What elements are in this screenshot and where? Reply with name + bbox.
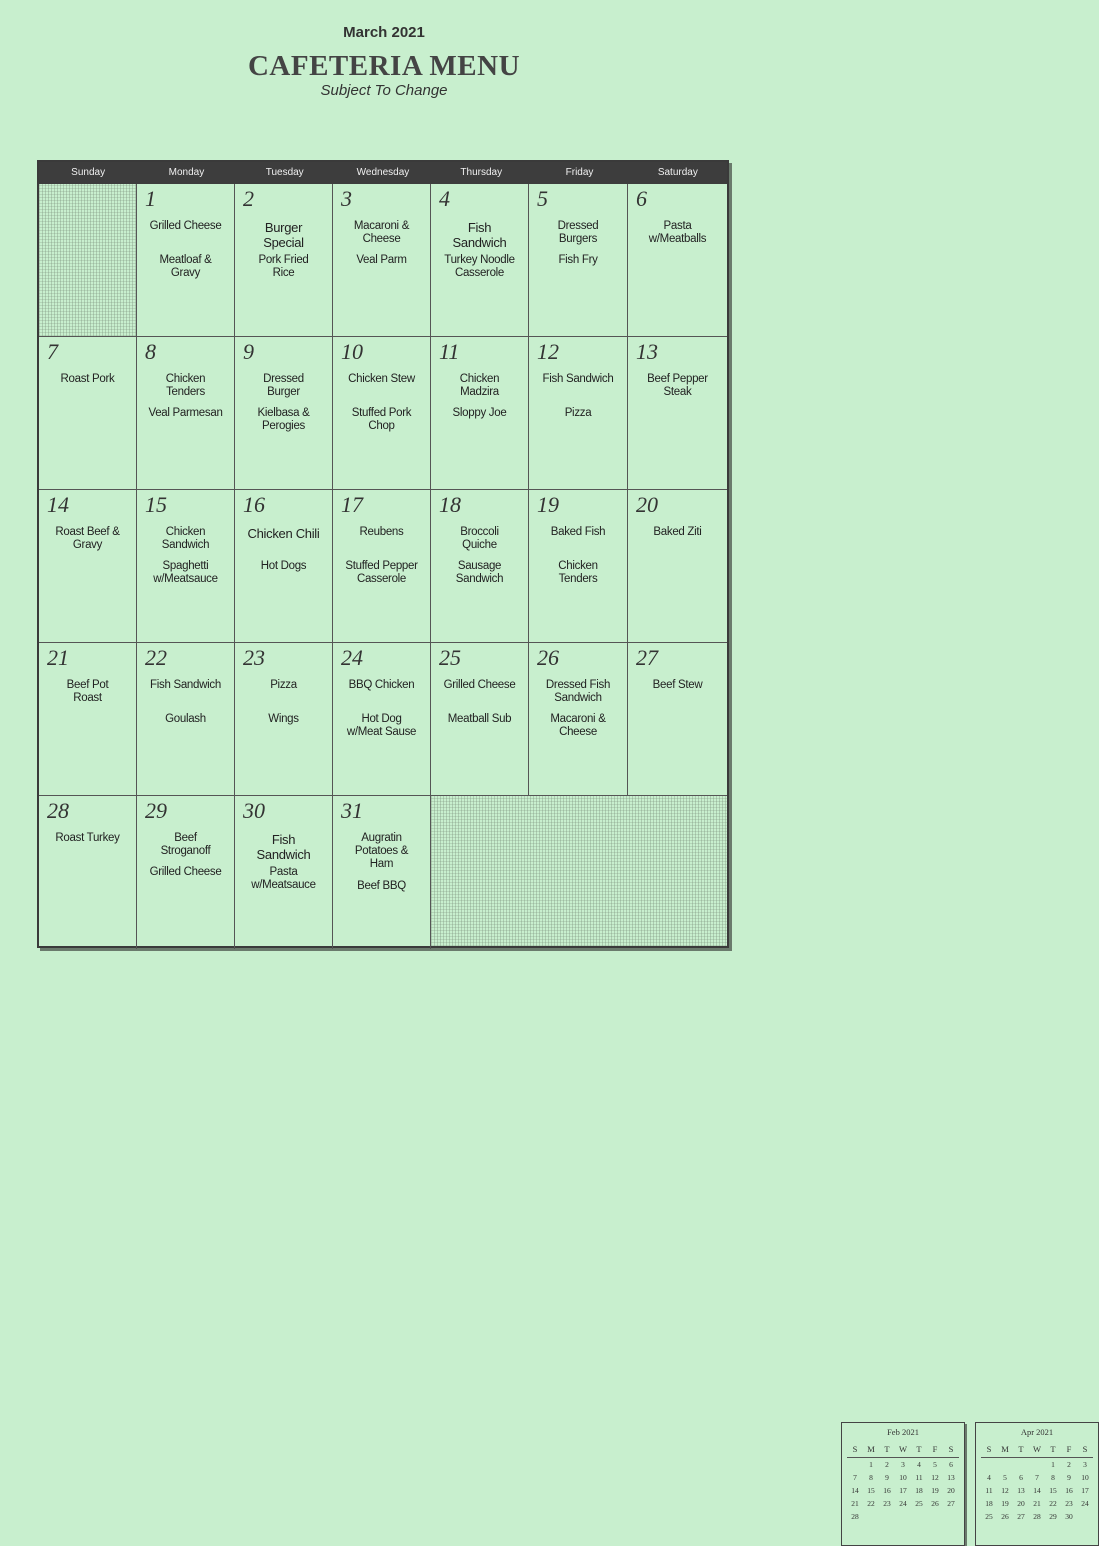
menu-item: Grilled Cheese xyxy=(149,866,222,878)
mini-calendar-day: 18 xyxy=(915,1486,923,1495)
day-number: 15 xyxy=(145,492,167,517)
menu-item: Baked Ziti xyxy=(653,526,702,538)
weekday-thursday: Thursday xyxy=(460,167,503,178)
mini-calendar-day: 8 xyxy=(1051,1473,1055,1482)
menu-item: Meatloaf & Gravy xyxy=(159,254,212,279)
day-cell xyxy=(333,490,431,643)
menu-item: Veal Parmesan xyxy=(148,407,223,419)
mini-calendar-day: 13 xyxy=(947,1473,955,1482)
mini-calendar-day: 23 xyxy=(883,1499,891,1508)
menu-item: Pizza xyxy=(564,407,592,419)
day-number: 28 xyxy=(47,798,69,823)
menu-item: Reubens xyxy=(359,526,404,538)
day-cell xyxy=(431,184,529,337)
mini-calendar-title: Apr 2021 xyxy=(1020,1427,1054,1437)
mini-calendar-day: 5 xyxy=(1003,1473,1007,1482)
mini-calendar-weekday: S xyxy=(981,1442,997,1458)
day-cell xyxy=(333,796,431,949)
mini-calendar-day: 15 xyxy=(1049,1486,1057,1495)
mini-calendar-day xyxy=(863,1510,879,1523)
mini-calendar-day: 6 xyxy=(949,1460,953,1469)
mini-calendar-day: 27 xyxy=(1017,1512,1025,1521)
day-number: 18 xyxy=(439,492,461,517)
day-number: 12 xyxy=(537,339,559,364)
mini-calendar-day: 9 xyxy=(885,1473,889,1482)
mini-calendar-day: 20 xyxy=(947,1486,955,1495)
menu-item: Pasta w/Meatballs xyxy=(648,220,707,245)
day-number: 25 xyxy=(439,645,461,670)
menu-item: Chicken Stew xyxy=(348,373,415,385)
weekday-sunday: Sunday xyxy=(71,167,106,178)
day-cell xyxy=(628,643,727,796)
mini-calendar-day: 19 xyxy=(1001,1499,1009,1508)
day-number: 13 xyxy=(636,339,658,364)
mini-calendar-day xyxy=(927,1510,943,1523)
menu-item: Spaghetti w/Meatsauce xyxy=(153,560,218,585)
menu-item: Roast Turkey xyxy=(55,832,120,844)
day-number: 31 xyxy=(341,798,363,823)
weekday-friday: Friday xyxy=(565,167,594,178)
day-cell xyxy=(431,643,529,796)
mini-calendar-day: 9 xyxy=(1067,1473,1071,1482)
menu-item: Chicken Chili xyxy=(247,526,320,541)
menu-item: Turkey Noodle Casserole xyxy=(444,254,515,279)
mini-calendar-day: 25 xyxy=(915,1499,923,1508)
mini-calendar-day: 8 xyxy=(869,1473,873,1482)
mini-calendar-weekday: W xyxy=(895,1442,911,1458)
mini-calendar-day: 10 xyxy=(899,1473,907,1482)
weekday-header xyxy=(39,162,727,184)
mini-calendar-day xyxy=(1029,1458,1045,1472)
day-number: 10 xyxy=(341,339,363,364)
page-subtitle: Subject To Change xyxy=(320,82,448,99)
mini-calendar-day: 4 xyxy=(917,1460,921,1469)
day-cell xyxy=(137,490,235,643)
mini-calendar-day: 28 xyxy=(851,1512,859,1521)
mini-calendar-day: 25 xyxy=(985,1512,993,1521)
mini-calendar-day: 3 xyxy=(901,1460,905,1469)
mini-calendar-weekday: T xyxy=(911,1442,927,1458)
menu-item: Pork Fried Rice xyxy=(258,254,309,279)
day-number: 23 xyxy=(243,645,265,670)
day-cell xyxy=(628,490,727,643)
mini-calendar-day: 5 xyxy=(933,1460,937,1469)
day-number: 5 xyxy=(537,186,548,211)
mini-calendar-day: 26 xyxy=(931,1499,939,1508)
weekday-wednesday: Wednesday xyxy=(356,167,410,178)
day-cell xyxy=(431,337,529,490)
mini-calendar-day: 22 xyxy=(867,1499,875,1508)
mini-calendar-day: 1 xyxy=(869,1460,873,1469)
menu-item: Beef Stroganoff xyxy=(160,832,211,857)
menu-item: Roast Pork xyxy=(60,373,115,385)
mini-calendar-day: 11 xyxy=(915,1473,923,1482)
menu-item: Sausage Sandwich xyxy=(455,560,504,585)
day-number: 11 xyxy=(439,339,460,364)
day-cell xyxy=(39,643,137,796)
day-cell xyxy=(137,796,235,949)
mini-calendar-day: 2 xyxy=(885,1460,889,1469)
mini-calendar-table xyxy=(847,1442,959,1523)
weekday-monday: Monday xyxy=(168,167,205,178)
day-number: 4 xyxy=(439,186,450,211)
mini-calendar-day: 12 xyxy=(1001,1486,1009,1495)
day-number: 27 xyxy=(636,645,658,670)
menu-item: Chicken Tenders xyxy=(165,373,206,398)
mini-calendar-weekday: F xyxy=(1061,1442,1077,1458)
mini-calendar xyxy=(975,1422,1099,1546)
menu-item: Pizza xyxy=(270,679,297,691)
day-number: 17 xyxy=(341,492,363,517)
day-cell xyxy=(235,337,333,490)
day-number: 9 xyxy=(243,339,254,364)
day-cell xyxy=(529,490,628,643)
menu-item: Dressed Burgers xyxy=(557,220,599,245)
mini-calendar-day: 6 xyxy=(1019,1473,1023,1482)
menu-item: Goulash xyxy=(165,713,206,725)
day-cell xyxy=(39,184,137,337)
menu-item: Veal Parm xyxy=(356,254,407,266)
mini-calendar-day: 18 xyxy=(985,1499,993,1508)
mini-calendar-day: 1 xyxy=(1051,1460,1055,1469)
menu-item: Kielbasa & Perogies xyxy=(257,407,310,432)
mini-calendar-day xyxy=(1077,1510,1093,1523)
mini-calendar-day xyxy=(943,1510,959,1523)
mini-calendar-day xyxy=(895,1510,911,1523)
mini-calendar-day: 30 xyxy=(1065,1512,1073,1521)
mini-calendar-day: 28 xyxy=(1033,1512,1041,1521)
mini-calendar-weekday: S xyxy=(1077,1442,1093,1458)
mini-calendar-title: Feb 2021 xyxy=(887,1427,919,1437)
day-number: 20 xyxy=(636,492,658,517)
weekday-saturday: Saturday xyxy=(657,167,698,178)
day-number: 21 xyxy=(47,645,69,670)
menu-item: Wings xyxy=(268,713,299,725)
day-cell xyxy=(235,490,333,643)
mini-calendar-weekday: W xyxy=(1029,1442,1045,1458)
menu-item: Roast Beef & Gravy xyxy=(55,526,120,551)
mini-calendar-day: 7 xyxy=(853,1473,857,1482)
day-number: 1 xyxy=(145,186,156,211)
menu-item: Chicken Madzira xyxy=(459,373,500,398)
day-number: 8 xyxy=(145,339,156,364)
mini-calendar-day: 16 xyxy=(1065,1486,1073,1495)
mini-calendar-day: 14 xyxy=(1033,1486,1041,1495)
mini-calendar-day: 19 xyxy=(931,1486,939,1495)
menu-item: Pasta w/Meatsauce xyxy=(251,866,316,891)
menu-item: Fish Sandwich xyxy=(542,373,614,385)
menu-item: Stuffed Pork Chop xyxy=(351,407,412,432)
mini-calendar-day xyxy=(981,1458,997,1472)
menu-item: Macaroni & Cheese xyxy=(550,713,606,738)
menu-item: Fish Sandwich xyxy=(150,679,221,691)
day-number: 26 xyxy=(537,645,559,670)
mini-calendar-weekday: M xyxy=(997,1442,1013,1458)
mini-calendar-day: 11 xyxy=(985,1486,993,1495)
month-label: March 2021 xyxy=(343,24,425,41)
day-cell xyxy=(39,337,137,490)
day-number: 29 xyxy=(145,798,167,823)
mini-calendar-weekday: S xyxy=(943,1442,959,1458)
mini-calendar-day: 3 xyxy=(1083,1460,1087,1469)
menu-item: Fish Sandwich xyxy=(256,832,311,862)
day-cell xyxy=(39,490,137,643)
day-cell xyxy=(235,184,333,337)
menu-item: Burger Special xyxy=(263,220,304,250)
day-number: 7 xyxy=(47,339,58,364)
day-cell xyxy=(137,184,235,337)
day-number: 30 xyxy=(243,798,265,823)
mini-calendar-day: 17 xyxy=(899,1486,907,1495)
day-cell xyxy=(333,184,431,337)
mini-calendar-day: 22 xyxy=(1049,1499,1057,1508)
mini-calendar-day: 2 xyxy=(1067,1460,1071,1469)
day-cell xyxy=(529,643,628,796)
day-number: 3 xyxy=(341,186,352,211)
day-cell xyxy=(235,643,333,796)
menu-item: Dressed Fish Sandwich xyxy=(545,679,611,704)
weekday-tuesday: Tuesday xyxy=(265,167,304,178)
mini-calendar-day: 29 xyxy=(1049,1512,1057,1521)
menu-item: Grilled Cheese xyxy=(149,220,222,232)
mini-calendar-day xyxy=(997,1458,1013,1472)
menu-item: Fish Sandwich xyxy=(452,220,507,250)
menu-item: Stuffed Pepper Casserole xyxy=(345,560,418,585)
mini-calendar-day: 17 xyxy=(1081,1486,1089,1495)
mini-calendar-weekday: T xyxy=(1013,1442,1029,1458)
menu-item: Beef BBQ xyxy=(357,880,406,892)
mini-calendar-day: 4 xyxy=(987,1473,991,1482)
mini-calendar-day: 21 xyxy=(851,1499,859,1508)
menu-item: Fish Fry xyxy=(558,254,598,266)
day-cell xyxy=(137,643,235,796)
day-cell xyxy=(431,490,529,643)
menu-item: Augratin Potatoes & Ham xyxy=(354,832,409,870)
day-number: 6 xyxy=(636,186,647,211)
mini-calendar-day: 21 xyxy=(1033,1499,1041,1508)
mini-calendar-day xyxy=(879,1510,895,1523)
day-cell xyxy=(529,337,628,490)
mini-calendar-weekday: S xyxy=(847,1442,863,1458)
day-cell xyxy=(137,337,235,490)
menu-item: Beef Pepper Steak xyxy=(647,373,708,398)
day-cell xyxy=(333,337,431,490)
mini-calendar-day: 27 xyxy=(947,1499,955,1508)
day-cell xyxy=(628,337,727,490)
mini-calendar-day: 7 xyxy=(1035,1473,1039,1482)
day-cell xyxy=(529,184,628,337)
menu-item: Baked Fish xyxy=(550,526,606,538)
menu-item: Sloppy Joe xyxy=(452,407,507,419)
day-number: 19 xyxy=(537,492,559,517)
mini-calendar-weekday: T xyxy=(1045,1442,1061,1458)
menu-item: Dressed Burger xyxy=(263,373,304,398)
page-title: CAFETERIA MENU xyxy=(247,50,521,82)
mini-calendar-day: 14 xyxy=(851,1486,859,1495)
menu-item: Hot Dogs xyxy=(260,560,307,572)
mini-calendar xyxy=(841,1422,965,1546)
mini-calendar-day: 23 xyxy=(1065,1499,1073,1508)
menu-item: Meatball Sub xyxy=(447,713,512,725)
day-number: 14 xyxy=(47,492,69,517)
mini-calendar-day: 10 xyxy=(1081,1473,1089,1482)
menu-item: Beef Pot Roast xyxy=(66,679,109,704)
mini-calendar-day: 26 xyxy=(1001,1512,1009,1521)
day-cell xyxy=(333,643,431,796)
mini-calendar-day: 24 xyxy=(899,1499,907,1508)
day-cell xyxy=(235,796,333,949)
menu-calendar xyxy=(37,160,1089,1521)
mini-calendar-day: 13 xyxy=(1017,1486,1025,1495)
mini-calendar-table xyxy=(981,1442,1093,1523)
day-cell xyxy=(628,184,727,337)
day-number: 16 xyxy=(243,492,265,517)
menu-item: Macaroni & Cheese xyxy=(353,220,410,245)
day-number: 24 xyxy=(341,645,363,670)
day-cell xyxy=(39,796,137,949)
menu-item: Broccoli Quiche xyxy=(460,526,499,551)
mini-calendar-day: 20 xyxy=(1017,1499,1025,1508)
day-number: 2 xyxy=(243,186,254,211)
menu-item: Chicken Sandwich xyxy=(161,526,210,551)
mini-calendar-day xyxy=(911,1510,927,1523)
day-number: 22 xyxy=(145,645,167,670)
menu-item: Chicken Tenders xyxy=(558,560,598,585)
mini-calendar-day: 15 xyxy=(867,1486,875,1495)
mini-calendar-day: 16 xyxy=(883,1486,891,1495)
menu-item: Beef Stew xyxy=(652,679,703,691)
menu-item: Hot Dog w/Meat Sause xyxy=(346,713,417,738)
mini-calendar-day: 24 xyxy=(1081,1499,1089,1508)
menu-item: BBQ Chicken xyxy=(348,679,415,691)
menu-item: Grilled Cheese xyxy=(443,679,516,691)
mini-calendar-weekday: T xyxy=(879,1442,895,1458)
mini-calendar-weekday: M xyxy=(863,1442,879,1458)
mini-calendar-day xyxy=(1013,1458,1029,1472)
mini-calendar-weekday: F xyxy=(927,1442,943,1458)
calendar-grid xyxy=(39,184,1089,1521)
mini-calendar-day xyxy=(847,1458,863,1472)
mini-calendar-day: 12 xyxy=(931,1473,939,1482)
calendar-filler xyxy=(431,796,1089,1521)
